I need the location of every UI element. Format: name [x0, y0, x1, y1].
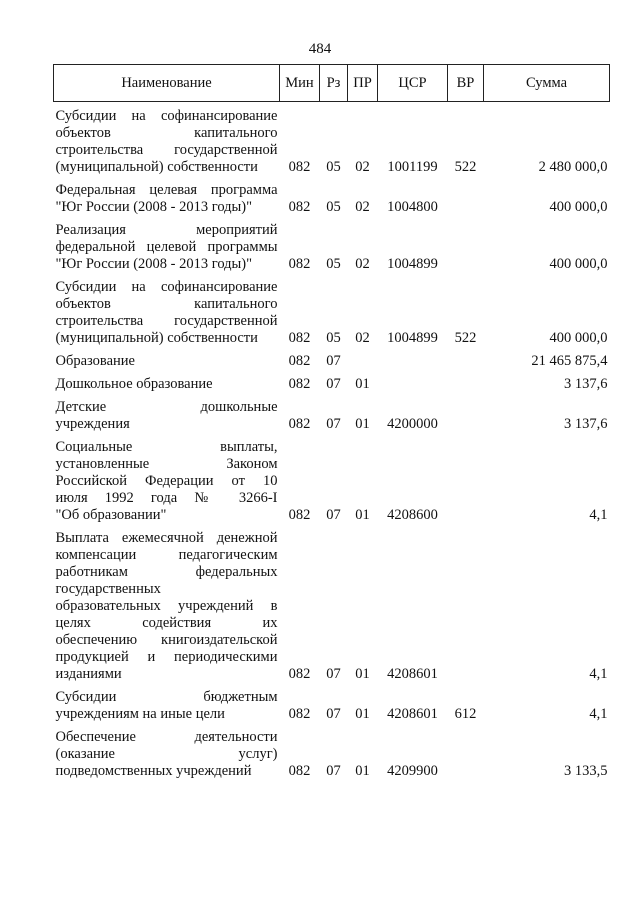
row-csr: 4208601 [387, 666, 438, 682]
row-name-line: компенсации педагогическим [55, 547, 278, 563]
row-rz [320, 649, 348, 666]
row-pr: 01 [355, 507, 370, 523]
row-pr [348, 108, 378, 125]
row-vr: 522 [454, 330, 477, 346]
row-name-line: установленные Законом [55, 456, 278, 472]
row-min: 082 [288, 763, 311, 779]
row-pr: 02 [355, 159, 370, 175]
row-csr: 1004899 [387, 330, 438, 346]
row-pr [348, 490, 378, 507]
table-row [54, 416, 610, 433]
table-row [54, 222, 610, 239]
row-name-line: Образование [55, 353, 135, 369]
row-pr [348, 439, 378, 456]
row-vr [448, 439, 484, 456]
row-sum [484, 142, 610, 159]
table-row [54, 353, 610, 370]
row-vr [448, 746, 484, 763]
row-vr [448, 689, 484, 706]
header-min: Мин [280, 65, 320, 102]
row-sum [484, 313, 610, 330]
row-csr [378, 689, 448, 706]
row-name-line: целях содействия их [55, 615, 278, 631]
row-pr: 02 [355, 256, 370, 272]
row-pr [348, 182, 378, 199]
table-row [54, 706, 610, 723]
row-name-line: Субсидии бюджетным [55, 689, 278, 705]
row-rz [320, 746, 348, 763]
table-row [54, 581, 610, 598]
row-rz: 05 [326, 159, 341, 175]
row-min [280, 439, 320, 456]
row-name-line: Российской Федерации от 10 [55, 473, 278, 489]
header-rz: Рз [320, 65, 348, 102]
row-sum [484, 598, 610, 615]
row-min: 082 [288, 706, 311, 722]
row-pr [348, 689, 378, 706]
row-min [280, 746, 320, 763]
row-sum [484, 296, 610, 313]
row-pr [348, 353, 378, 370]
row-vr [448, 564, 484, 581]
row-name-line: работникам федеральных [55, 564, 278, 580]
row-pr [348, 239, 378, 256]
row-csr [378, 746, 448, 763]
row-vr: 522 [454, 159, 477, 175]
row-name-line: подведомственных учреждений [55, 763, 252, 779]
row-vr [448, 376, 484, 393]
table-row [54, 296, 610, 313]
row-csr [378, 108, 448, 125]
row-min [280, 142, 320, 159]
row-rz: 07 [326, 376, 341, 392]
header-sum: Сумма [484, 65, 610, 102]
table-row [54, 632, 610, 649]
row-csr [378, 564, 448, 581]
row-min: 082 [288, 353, 311, 369]
row-sum: 2 480 000,0 [538, 159, 608, 175]
header-vr: ВР [448, 65, 484, 102]
row-pr: 02 [355, 330, 370, 346]
row-sum: 3 133,5 [564, 763, 608, 779]
row-csr [378, 632, 448, 649]
row-csr [378, 615, 448, 632]
row-sum: 3 137,6 [564, 416, 608, 432]
row-sum [484, 279, 610, 296]
row-rz [320, 490, 348, 507]
table-row [54, 530, 610, 547]
row-sum: 3 137,6 [564, 376, 608, 392]
table-row [54, 199, 610, 216]
row-rz: 05 [326, 330, 341, 346]
row-rz [320, 279, 348, 296]
row-vr [448, 666, 484, 683]
row-name-line: Социальные выплаты, [55, 439, 278, 455]
row-rz [320, 689, 348, 706]
table-row [54, 615, 610, 632]
row-rz: 07 [326, 353, 341, 369]
row-rz: 07 [326, 763, 341, 779]
row-rz [320, 615, 348, 632]
row-csr: 4208601 [387, 706, 438, 722]
row-vr [448, 473, 484, 490]
row-vr [448, 507, 484, 524]
row-pr [348, 581, 378, 598]
row-vr [448, 456, 484, 473]
table-row [54, 564, 610, 581]
row-sum [484, 615, 610, 632]
row-csr [378, 581, 448, 598]
row-csr: 1004899 [387, 256, 438, 272]
row-min [280, 399, 320, 416]
row-sum [484, 581, 610, 598]
row-sum: 4,1 [589, 507, 608, 523]
row-rz [320, 564, 348, 581]
row-min [280, 473, 320, 490]
header-row [54, 65, 610, 102]
row-csr [378, 182, 448, 199]
row-rz [320, 456, 348, 473]
row-vr [448, 649, 484, 666]
table-row [54, 439, 610, 456]
row-sum: 4,1 [589, 666, 608, 682]
row-min [280, 581, 320, 598]
row-vr [448, 353, 484, 370]
row-pr [348, 746, 378, 763]
row-csr [378, 649, 448, 666]
row-sum [484, 239, 610, 256]
row-rz [320, 108, 348, 125]
row-sum [484, 530, 610, 547]
row-min [280, 530, 320, 547]
row-vr [448, 416, 484, 433]
row-sum [484, 746, 610, 763]
row-sum [484, 439, 610, 456]
row-rz: 05 [326, 256, 341, 272]
row-sum [484, 564, 610, 581]
row-min [280, 313, 320, 330]
row-vr [448, 615, 484, 632]
row-sum: 4,1 [589, 706, 608, 722]
row-csr [378, 473, 448, 490]
table-row [54, 507, 610, 524]
row-name-line: июля 1992 года № 3266-I [55, 490, 278, 506]
row-csr [378, 729, 448, 746]
row-min [280, 182, 320, 199]
row-rz: 07 [326, 666, 341, 682]
row-csr: 1004800 [387, 199, 438, 215]
row-name-line: (муниципальной) собственности [55, 159, 258, 175]
row-rz [320, 547, 348, 564]
row-rz: 07 [326, 416, 341, 432]
row-vr [448, 296, 484, 313]
row-pr: 01 [355, 666, 370, 682]
row-name-line: учреждения [55, 416, 130, 432]
row-rz [320, 182, 348, 199]
row-vr [448, 239, 484, 256]
row-vr [448, 729, 484, 746]
row-sum: 400 000,0 [549, 330, 608, 346]
row-rz: 05 [326, 199, 341, 215]
row-name-line: образовательных учреждений в [55, 598, 278, 614]
row-name-line: Субсидии на софинансирование [55, 108, 278, 124]
row-csr [378, 239, 448, 256]
table-row [54, 598, 610, 615]
row-vr [448, 256, 484, 273]
row-sum [484, 729, 610, 746]
table-row [54, 182, 610, 199]
table-row [54, 746, 610, 763]
row-vr [448, 313, 484, 330]
row-min [280, 125, 320, 142]
row-vr [448, 125, 484, 142]
row-min [280, 689, 320, 706]
row-pr [348, 296, 378, 313]
table-row [54, 473, 610, 490]
row-vr [448, 632, 484, 649]
row-sum [484, 649, 610, 666]
row-pr [348, 649, 378, 666]
row-min: 082 [288, 376, 311, 392]
row-rz [320, 530, 348, 547]
row-vr [448, 222, 484, 239]
row-min [280, 108, 320, 125]
row-csr [378, 125, 448, 142]
table-row [54, 490, 610, 507]
table-row [54, 547, 610, 564]
row-sum [484, 222, 610, 239]
row-min: 082 [288, 330, 311, 346]
row-pr [348, 564, 378, 581]
row-name-line: "Юг России (2008 - 2013 годы)" [55, 256, 253, 272]
row-min [280, 279, 320, 296]
table-row [54, 125, 610, 142]
row-rz [320, 439, 348, 456]
row-name-line: Реализация мероприятий [55, 222, 278, 238]
row-vr [448, 108, 484, 125]
row-vr [448, 598, 484, 615]
row-csr [378, 598, 448, 615]
table-row [54, 330, 610, 347]
row-name-line: строительства государственной [55, 142, 278, 158]
row-name-line: федеральной целевой программы [55, 239, 278, 255]
row-name-line: изданиями [55, 666, 122, 682]
table-body [54, 102, 610, 781]
row-name-line: Федеральная целевая программа [55, 182, 278, 198]
row-min [280, 547, 320, 564]
table-row [54, 239, 610, 256]
table-row [54, 376, 610, 393]
header-name: Наименование [54, 65, 280, 102]
table-row [54, 108, 610, 125]
row-name-line: строительства государственной [55, 313, 278, 329]
row-name-line: Субсидии на софинансирование [55, 279, 278, 295]
row-min: 082 [288, 256, 311, 272]
row-name-line: Обеспечение деятельности [55, 729, 278, 745]
table-row [54, 256, 610, 273]
row-min [280, 729, 320, 746]
row-rz [320, 222, 348, 239]
row-pr [348, 598, 378, 615]
row-rz: 07 [326, 706, 341, 722]
budget-table [53, 64, 610, 780]
row-pr [348, 142, 378, 159]
row-vr [448, 199, 484, 216]
row-sum [484, 108, 610, 125]
row-csr: 4200000 [387, 416, 438, 432]
row-name-line: государственных [55, 581, 161, 597]
row-vr [448, 530, 484, 547]
row-vr [448, 763, 484, 780]
row-pr [348, 729, 378, 746]
header-csr: ЦСР [378, 65, 448, 102]
row-min [280, 239, 320, 256]
row-min: 082 [288, 199, 311, 215]
row-name-line: (муниципальной) собственности [55, 330, 258, 346]
row-min [280, 649, 320, 666]
row-name-line: Дошкольное образование [55, 376, 213, 392]
row-sum: 400 000,0 [549, 256, 608, 272]
row-rz [320, 142, 348, 159]
row-vr [448, 547, 484, 564]
table-row [54, 666, 610, 683]
table-row [54, 142, 610, 159]
row-pr: 01 [355, 376, 370, 392]
table-row [54, 159, 610, 176]
row-csr [378, 313, 448, 330]
row-min [280, 490, 320, 507]
table-row [54, 456, 610, 473]
row-pr [348, 473, 378, 490]
row-sum [484, 547, 610, 564]
row-csr: 4209900 [387, 763, 438, 779]
row-name-line: "Об образовании" [55, 507, 167, 523]
table-row [54, 279, 610, 296]
row-pr [348, 279, 378, 296]
row-min [280, 598, 320, 615]
row-name-line: (оказание услуг) [55, 746, 278, 762]
row-min [280, 615, 320, 632]
row-rz [320, 473, 348, 490]
row-pr [348, 399, 378, 416]
row-sum [484, 473, 610, 490]
table-row [54, 313, 610, 330]
row-sum [484, 689, 610, 706]
row-csr [378, 296, 448, 313]
row-pr [348, 547, 378, 564]
row-pr [348, 615, 378, 632]
page-number: 484 [308, 41, 332, 57]
row-rz [320, 125, 348, 142]
row-name-line: продукцией и периодическими [55, 649, 278, 665]
row-sum: 21 465 875,4 [531, 353, 608, 369]
row-vr [448, 399, 484, 416]
row-sum [484, 399, 610, 416]
row-rz [320, 239, 348, 256]
row-name-line: Детские дошкольные [55, 399, 278, 415]
row-csr [378, 376, 448, 393]
row-pr [348, 456, 378, 473]
row-pr: 01 [355, 706, 370, 722]
row-min [280, 564, 320, 581]
row-pr [348, 125, 378, 142]
row-rz [320, 313, 348, 330]
row-vr: 612 [454, 706, 477, 722]
table-row [54, 763, 610, 780]
row-min [280, 456, 320, 473]
row-csr [378, 547, 448, 564]
table-row [54, 689, 610, 706]
row-pr: 01 [355, 763, 370, 779]
row-sum [484, 125, 610, 142]
row-vr [448, 142, 484, 159]
row-min: 082 [288, 666, 311, 682]
row-csr [378, 439, 448, 456]
row-min: 082 [288, 416, 311, 432]
row-rz [320, 399, 348, 416]
row-min: 082 [288, 507, 311, 523]
row-csr [378, 490, 448, 507]
row-csr [378, 399, 448, 416]
row-min [280, 296, 320, 313]
row-sum [484, 182, 610, 199]
table-row [54, 729, 610, 746]
row-name-line: обеспечению книгоиздательской [55, 632, 278, 648]
row-pr: 02 [355, 199, 370, 215]
row-csr [378, 222, 448, 239]
row-min [280, 222, 320, 239]
table-row [54, 649, 610, 666]
row-name-line: объектов капитального [55, 296, 278, 312]
row-rz [320, 598, 348, 615]
row-min: 082 [288, 159, 311, 175]
row-csr [378, 279, 448, 296]
row-rz [320, 632, 348, 649]
row-pr: 01 [355, 416, 370, 432]
row-vr [448, 182, 484, 199]
row-rz [320, 296, 348, 313]
row-csr [378, 142, 448, 159]
row-csr [378, 456, 448, 473]
row-sum [484, 456, 610, 473]
row-csr: 1001199 [387, 159, 438, 175]
row-vr [448, 581, 484, 598]
row-rz [320, 729, 348, 746]
row-sum [484, 490, 610, 507]
row-pr [348, 530, 378, 547]
row-csr [378, 530, 448, 547]
row-csr [378, 353, 448, 370]
table-row [54, 399, 610, 416]
row-rz: 07 [326, 507, 341, 523]
row-name-line: "Юг России (2008 - 2013 годы)" [55, 199, 253, 215]
row-pr [348, 632, 378, 649]
header-pr: ПР [348, 65, 378, 102]
row-vr [448, 279, 484, 296]
row-name-line: объектов капитального [55, 125, 278, 141]
row-vr [448, 490, 484, 507]
row-csr: 4208600 [387, 507, 438, 523]
row-pr [348, 313, 378, 330]
row-pr [348, 222, 378, 239]
row-sum [484, 632, 610, 649]
row-name-line: Выплата ежемесячной денежной [55, 530, 278, 546]
row-name-line: учреждениям на иные цели [55, 706, 225, 722]
row-min [280, 632, 320, 649]
row-sum: 400 000,0 [549, 199, 608, 215]
row-rz [320, 581, 348, 598]
